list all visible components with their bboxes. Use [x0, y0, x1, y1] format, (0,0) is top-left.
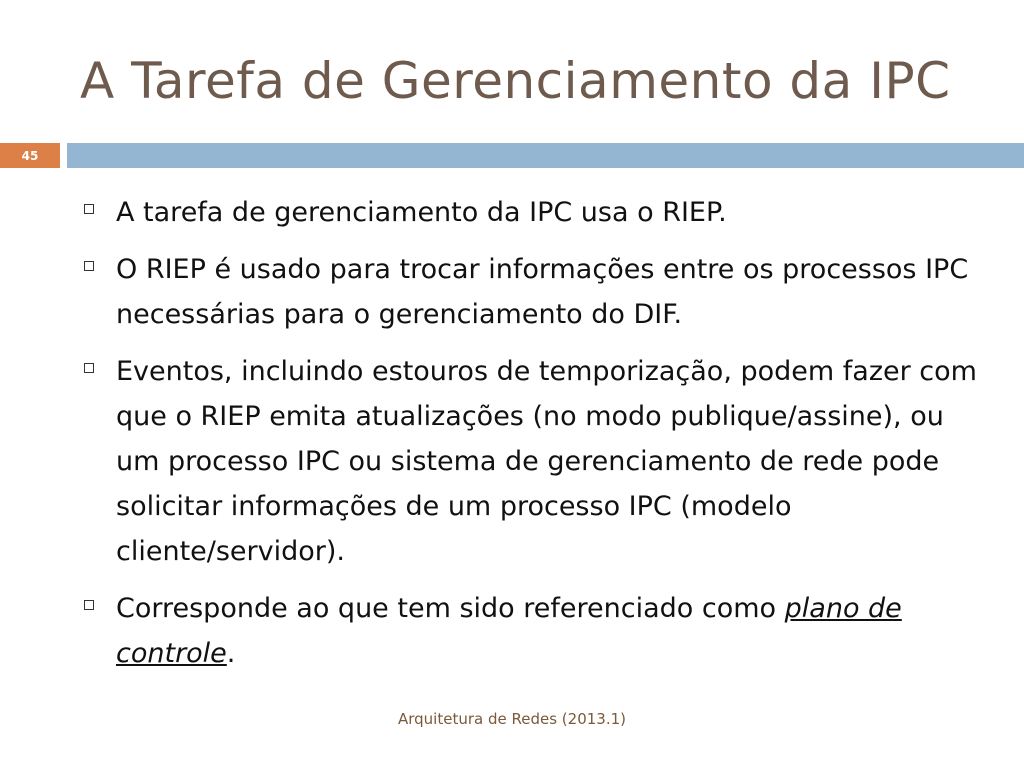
slide-title: A Tarefa de Gerenciamento da IPC	[80, 52, 951, 110]
bullet-text: Eventos, incluindo estouros de temporização, podem fazer com que o RIEP emita atualizações (no modo publique/assine), ou um processo IPC ou sistema de gerenciamento de rede pode solicitar informações de um processo IPC (modelo cliente/servidor).	[116, 356, 977, 567]
square-bullet-icon	[84, 363, 94, 373]
bullet-item	[80, 349, 980, 574]
emphasized-term: plano de controle	[116, 593, 902, 669]
bullet-text	[116, 586, 980, 676]
bullet-text: O RIEP é usado para trocar informações entre os processos IPC necessárias para o gerenciamento do DIF.	[116, 254, 969, 330]
slide-footer: Arquitetura de Redes (2013.1)	[397, 710, 626, 728]
bullet-item	[80, 190, 980, 235]
bullet-text-before: Corresponde ao que tem sido referenciado como	[116, 593, 785, 624]
header-accent-bar	[67, 143, 1024, 168]
bullet-item	[80, 247, 980, 337]
square-bullet-icon	[84, 261, 94, 271]
bullet-text-after: .	[226, 638, 236, 669]
slide-number: 45	[21, 148, 39, 163]
slide-number-badge	[0, 143, 60, 168]
bullet-text: A tarefa de gerenciamento da IPC usa o RIEP.	[116, 197, 727, 228]
square-bullet-icon	[84, 600, 94, 610]
square-bullet-icon	[84, 204, 94, 214]
bullet-list	[80, 190, 980, 688]
bullet-item	[80, 586, 980, 676]
